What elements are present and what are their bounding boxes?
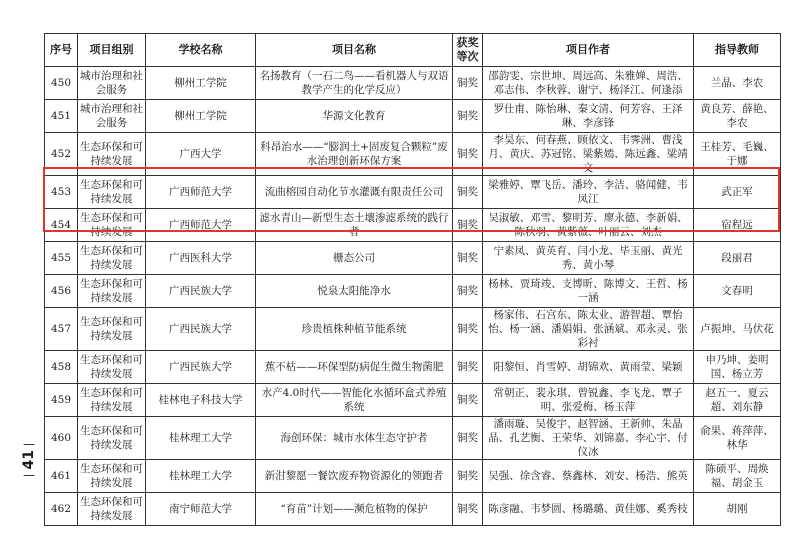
header-school: 学校名称 (146, 34, 256, 67)
cell-advisor: 兰晶、李农 (694, 67, 781, 100)
cell-authors: 罗仕甫、陈怡琳、秦文清、何芳容、王泽琳、李彦锋 (483, 100, 694, 133)
cell-project: 科昂治水——“膨润土+固废复合颗粒”废水治理创新环保方案 (256, 133, 453, 176)
awards-table (44, 33, 781, 526)
cell-project: 新泔黎愿一餐饮废弃物资源化的领跑者 (256, 460, 453, 493)
cell-project: 滤水青山—新型生态土壤渗滤系统的践行者 (256, 209, 453, 242)
cell-award: 铜奖 (453, 176, 483, 209)
cell-index: 459 (45, 384, 78, 417)
cell-project: 悦泉太阳能净水 (256, 275, 453, 308)
page-number: — 41 — (21, 437, 37, 483)
cell-school: 桂林电子科技大学 (146, 384, 256, 417)
table-row (45, 275, 781, 308)
table-row (45, 176, 781, 209)
cell-project: “育苗”计划——濒危植物的保护 (256, 493, 453, 526)
cell-authors: 杨林、贾琦竣、支博昕、陈博文、王哲、杨一涵 (483, 275, 694, 308)
table-row (45, 460, 781, 493)
cell-group: 城市治理和社会服务 (78, 100, 146, 133)
table-row (45, 67, 781, 100)
cell-award: 铜奖 (453, 351, 483, 384)
cell-authors: 宁素凤、黄英育、闫小龙、毕玉丽、黄光秀、黄小琴 (483, 242, 694, 275)
cell-project: 珍贵植株种植节能系统 (256, 308, 453, 351)
cell-school: 广西民族大学 (146, 275, 256, 308)
header-authors: 项目作者 (483, 34, 694, 67)
cell-project: 海创环保：城市水体生态守护者 (256, 417, 453, 460)
cell-index: 452 (45, 133, 78, 176)
table-row (45, 308, 781, 351)
header-advisor: 指导教师 (694, 34, 781, 67)
cell-index: 461 (45, 460, 78, 493)
cell-school: 桂林理工大学 (146, 460, 256, 493)
cell-advisor: 胡刚 (694, 493, 781, 526)
cell-advisor: 申乃坤、姜明国、杨立芳 (694, 351, 781, 384)
cell-group: 生态环保和可持续发展 (78, 417, 146, 460)
cell-authors: 李昊东、何春燕、顾依文、韦霁洲、曹浅月、黄庆、苏冠铭、梁紫嫣、陈远鑫、梁靖文 (483, 133, 694, 176)
cell-school: 桂林理工大学 (146, 417, 256, 460)
cell-index: 455 (45, 242, 78, 275)
cell-group: 生态环保和可持续发展 (78, 351, 146, 384)
table-row (45, 133, 781, 176)
cell-group: 城市治理和社会服务 (78, 67, 146, 100)
cell-project: 水产4.0时代——智能化水循环盒式养殖系统 (256, 384, 453, 417)
cell-index: 454 (45, 209, 78, 242)
cell-advisor: 段丽君 (694, 242, 781, 275)
table-row (45, 100, 781, 133)
cell-group: 生态环保和可持续发展 (78, 460, 146, 493)
cell-group: 生态环保和可持续发展 (78, 384, 146, 417)
cell-project: 流曲榕园自动化节水灌溉有限责任公司 (256, 176, 453, 209)
cell-award: 铜奖 (453, 493, 483, 526)
cell-school: 柳州工学院 (146, 67, 256, 100)
cell-index: 458 (45, 351, 78, 384)
cell-group: 生态环保和可持续发展 (78, 242, 146, 275)
cell-award: 铜奖 (453, 133, 483, 176)
cell-group: 生态环保和可持续发展 (78, 493, 146, 526)
cell-award: 铜奖 (453, 384, 483, 417)
header-group: 项目组别 (78, 34, 146, 67)
cell-index: 453 (45, 176, 78, 209)
table-row (45, 417, 781, 460)
cell-school: 广西大学 (146, 133, 256, 176)
cell-authors: 杨家伟、石宫东、陈太业、游智超、覃怡怡、杨一涵、潘娟娟、张涵斌、邓永灵、张彩衬 (483, 308, 694, 351)
cell-index: 460 (45, 417, 78, 460)
header-index: 序号 (45, 34, 78, 67)
table-header-row (45, 34, 781, 67)
header-award: 获奖等次 (453, 34, 483, 67)
cell-index: 462 (45, 493, 78, 526)
page-number-value: 41 (21, 450, 37, 470)
cell-authors: 吴强、徐含睿、蔡鑫林、刘安、杨浩、熊英 (483, 460, 694, 493)
cell-award: 铜奖 (453, 209, 483, 242)
cell-award: 铜奖 (453, 417, 483, 460)
cell-group: 生态环保和可持续发展 (78, 176, 146, 209)
cell-school: 柳州工学院 (146, 100, 256, 133)
cell-project: 蕉不枯——环保型防病促生微生物菌肥 (256, 351, 453, 384)
table-row (45, 209, 781, 242)
cell-school: 广西民族大学 (146, 308, 256, 351)
cell-authors: 潘雨璇、吴俊宇、赵智涵、王新帅、朱晶晶、孔艺衡、王荣华、刘锦嘉、李心宇、付仪冰 (483, 417, 694, 460)
cell-school: 南宁师范大学 (146, 493, 256, 526)
cell-authors: 吴淑敏、邓雪、黎明芳、廖永德、李新娟、陈秋羽、黄紫薇、叶丽云、刘杰 (483, 209, 694, 242)
table-row (45, 351, 781, 384)
cell-project: 名扬教育（一石二鸟——看机器人与双语教学产生的化学反应） (256, 67, 453, 100)
cell-authors: 邵韵雯、宗世坤、周远高、朱雅婵、周浩、邓志伟、李秋蓉、谢宁、杨泽江、何逢添 (483, 67, 694, 100)
cell-award: 铜奖 (453, 242, 483, 275)
header-project: 项目名称 (256, 34, 453, 67)
cell-authors: 梁雅婷、覃飞岳、潘玲、李洁、骆闻健、韦凤江 (483, 176, 694, 209)
cell-authors: 陈彦融、韦梦圆、杨璐璐、黄佳娜、奚秀枝 (483, 493, 694, 526)
cell-index: 456 (45, 275, 78, 308)
cell-group: 生态环保和可持续发展 (78, 209, 146, 242)
cell-group: 生态环保和可持续发展 (78, 308, 146, 351)
cell-school: 广西民族大学 (146, 351, 256, 384)
cell-award: 铜奖 (453, 275, 483, 308)
cell-advisor: 陈硕平、周焕福、胡金玉 (694, 460, 781, 493)
cell-authors: 常朝正、裴永琪、曾锐鑫、李飞龙、覃子明、张爱梅、杨玉萍 (483, 384, 694, 417)
cell-school: 广西医科大学 (146, 242, 256, 275)
cell-project: 栅态公司 (256, 242, 453, 275)
cell-index: 457 (45, 308, 78, 351)
table-row (45, 242, 781, 275)
cell-advisor: 赵五一、夏云超、刘东静 (694, 384, 781, 417)
cell-advisor: 宿程远 (694, 209, 781, 242)
cell-advisor: 黄良芳、薛艳、李农 (694, 100, 781, 133)
table-row (45, 493, 781, 526)
cell-award: 铜奖 (453, 67, 483, 100)
cell-advisor: 王桂芳、毛巍、于娜 (694, 133, 781, 176)
cell-school: 广西师范大学 (146, 176, 256, 209)
table-row (45, 384, 781, 417)
cell-authors: 阳黎恒、肖雪婷、胡锦欢、黄雨莹、梁颖 (483, 351, 694, 384)
cell-school: 广西师范大学 (146, 209, 256, 242)
cell-group: 生态环保和可持续发展 (78, 275, 146, 308)
cell-index: 450 (45, 67, 78, 100)
cell-advisor: 俞果、蒋萍萍、林华 (694, 417, 781, 460)
cell-advisor: 文春明 (694, 275, 781, 308)
cell-advisor: 武正军 (694, 176, 781, 209)
cell-index: 451 (45, 100, 78, 133)
cell-award: 铜奖 (453, 308, 483, 351)
cell-award: 铜奖 (453, 100, 483, 133)
cell-project: 华源文化教育 (256, 100, 453, 133)
cell-advisor: 卢振坤、马伏花 (694, 308, 781, 351)
cell-group: 生态环保和可持续发展 (78, 133, 146, 176)
cell-award: 铜奖 (453, 460, 483, 493)
